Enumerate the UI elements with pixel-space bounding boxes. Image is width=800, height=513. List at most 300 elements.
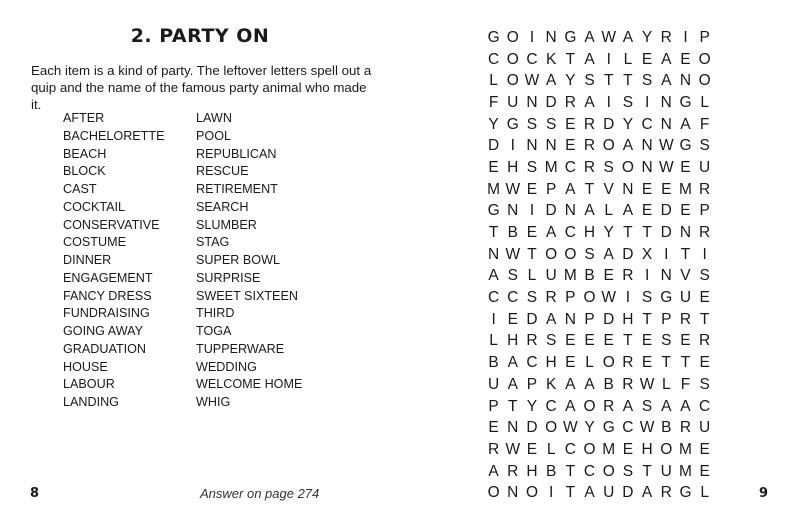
grid-letter: W — [524, 72, 540, 90]
grid-letter: O — [602, 462, 615, 480]
grid-letter: B — [661, 419, 672, 437]
grid-letter: H — [622, 310, 634, 328]
grid-letter: O — [602, 354, 615, 372]
grid-letter: P — [545, 180, 557, 198]
grid-letter: G — [564, 28, 577, 46]
word-list-item: WEDDING — [196, 359, 257, 374]
grid-letter: T — [623, 332, 633, 350]
grid-letter: W — [505, 245, 521, 263]
grid-row — [484, 287, 714, 309]
grid-letter: Y — [565, 72, 576, 90]
grid-letter: C — [526, 354, 538, 372]
grid-letter: R — [622, 354, 634, 372]
grid-letter: P — [488, 397, 499, 415]
grid-letter: S — [584, 245, 595, 263]
grid-row — [484, 201, 714, 223]
grid-letter: T — [642, 462, 652, 480]
grid-letter: D — [545, 202, 557, 220]
grid-letter: S — [603, 158, 614, 176]
grid-letter: T — [699, 310, 710, 328]
grid-letter: T — [508, 397, 518, 415]
word-list-item: SLUMBER — [196, 217, 257, 232]
grid-letter: N — [487, 245, 500, 263]
word-list-item: AFTER — [63, 111, 105, 125]
grid-letter: C — [487, 50, 500, 68]
grid-letter: W — [639, 419, 655, 437]
grid-letter: O — [698, 72, 711, 90]
grid-letter: I — [644, 267, 650, 285]
grid-letter: A — [565, 180, 576, 198]
grid-letter: H — [545, 354, 557, 372]
grid-letter: L — [700, 93, 709, 111]
word-list-item: RETIREMENT — [196, 182, 278, 196]
grid-letter: Y — [488, 115, 499, 133]
grid-letter: U — [699, 158, 711, 176]
grid-row — [484, 309, 714, 331]
word-list-item: CONSERVATIVE — [63, 217, 160, 232]
word-list-right — [196, 110, 366, 412]
grid-letter: N — [507, 484, 519, 502]
grid-letter: U — [507, 93, 519, 111]
grid-letter: B — [507, 224, 518, 242]
word-list-item: STAG — [196, 235, 230, 250]
grid-letter: S — [526, 115, 538, 133]
grid-letter: I — [491, 310, 496, 328]
grid-letter: L — [585, 354, 594, 372]
grid-row — [484, 396, 714, 418]
grid-letter: P — [699, 28, 710, 46]
grid-letter: O — [545, 419, 558, 437]
grid-letter: S — [641, 397, 653, 415]
grid-letter: T — [603, 72, 614, 90]
grid-letter: N — [641, 137, 653, 155]
grid-letter: H — [583, 224, 596, 242]
grid-letter: O — [564, 245, 577, 263]
word-list-item: ENGAGEMENT — [63, 270, 153, 285]
word-list-item: RESCUE — [196, 164, 249, 179]
word-list-item: THIRD — [196, 306, 235, 321]
grid-letter: A — [661, 397, 672, 415]
grid-letter: R — [526, 332, 538, 350]
grid-letter: R — [622, 267, 634, 285]
grid-letter: E — [526, 224, 538, 242]
grid-letter: S — [699, 267, 710, 285]
grid-letter: H — [507, 332, 519, 350]
grid-letter: R — [699, 224, 711, 242]
grid-letter: R — [545, 289, 557, 307]
grid-letter: R — [603, 397, 615, 415]
grid-letter: I — [606, 93, 611, 111]
word-search-grid — [484, 27, 714, 504]
grid-letter: E — [680, 50, 691, 68]
grid-letter: S — [661, 332, 672, 350]
grid-letter: H — [641, 440, 653, 458]
grid-letter: S — [526, 289, 538, 307]
grid-letter: C — [487, 289, 500, 307]
grid-letter: L — [700, 484, 709, 502]
grid-letter: R — [564, 93, 576, 111]
grid-letter: A — [622, 28, 634, 46]
grid-letter: C — [545, 397, 557, 415]
grid-letter: O — [506, 50, 519, 68]
grid-letter: L — [527, 267, 537, 285]
grid-letter: I — [606, 50, 611, 68]
grid-letter: C — [641, 115, 653, 133]
grid-letter: L — [546, 440, 556, 458]
grid-letter: E — [641, 332, 653, 350]
word-list-item: CAST — [63, 182, 97, 196]
grid-letter: G — [660, 289, 673, 307]
grid-letter: T — [623, 224, 633, 242]
word-list-item: TOGA — [196, 324, 232, 338]
grid-letter: A — [680, 397, 691, 415]
answer-reference: Answer on page 274 — [200, 486, 320, 501]
grid-letter: R — [583, 115, 596, 133]
grid-letter: S — [699, 137, 710, 155]
grid-letter: U — [487, 375, 500, 393]
grid-letter: T — [584, 180, 595, 198]
grid-letter: E — [603, 267, 614, 285]
grid-letter: S — [545, 115, 557, 133]
grid-letter: U — [603, 484, 615, 502]
grid-letter: G — [602, 419, 615, 437]
word-list-item: GOING AWAY — [63, 324, 144, 338]
grid-letter: G — [506, 115, 519, 133]
grid-letter: M — [487, 180, 501, 198]
grid-letter: A — [584, 28, 595, 46]
grid-letter: N — [679, 224, 692, 242]
grid-letter: D — [660, 224, 672, 242]
grid-letter: B — [488, 354, 499, 372]
grid-letter: Y — [584, 419, 595, 437]
grid-letter: N — [641, 158, 653, 176]
grid-letter: E — [641, 50, 653, 68]
grid-letter: N — [622, 180, 634, 198]
grid-letter: G — [487, 202, 500, 220]
grid-letter: I — [549, 484, 554, 502]
grid-letter: O — [660, 440, 673, 458]
grid-row — [484, 222, 714, 244]
grid-letter: I — [702, 245, 707, 263]
grid-letter: M — [563, 267, 577, 285]
grid-letter: E — [565, 332, 576, 350]
grid-row — [484, 49, 714, 71]
grid-letter: S — [699, 375, 710, 393]
grid-letter: T — [527, 245, 537, 263]
grid-letter: W — [601, 289, 617, 307]
grid-letter: O — [545, 245, 558, 263]
grid-letter: L — [489, 72, 498, 90]
grid-letter: Y — [526, 397, 538, 415]
grid-letter: B — [545, 462, 557, 480]
grid-letter: I — [644, 93, 650, 111]
grid-letter: E — [699, 462, 710, 480]
grid-letter: A — [488, 267, 499, 285]
grid-letter: S — [641, 72, 653, 90]
grid-letter: H — [507, 158, 519, 176]
grid-letter: W — [639, 375, 655, 393]
left-page-number: 8 — [30, 486, 40, 501]
grid-letter: R — [679, 310, 692, 328]
grid-letter: F — [680, 375, 691, 393]
word-list-item: LANDING — [63, 395, 119, 409]
grid-letter: A — [584, 93, 595, 111]
grid-letter: R — [699, 332, 711, 350]
grid-letter: U — [545, 267, 557, 285]
grid-row — [484, 92, 714, 114]
grid-letter: E — [641, 354, 653, 372]
grid-letter: U — [679, 289, 692, 307]
grid-letter: C — [526, 50, 538, 68]
grid-letter: O — [583, 397, 596, 415]
grid-letter: K — [545, 375, 557, 393]
grid-letter: D — [603, 310, 615, 328]
grid-letter: G — [679, 93, 692, 111]
grid-letter: O — [487, 484, 500, 502]
grid-letter: A — [680, 115, 691, 133]
grid-letter: S — [622, 93, 634, 111]
grid-letter: A — [661, 72, 672, 90]
grid-letter: D — [526, 310, 538, 328]
word-list-item: FUNDRAISING — [63, 306, 150, 321]
word-list-item: SURPRISE — [196, 270, 261, 285]
grid-letter: W — [658, 137, 674, 155]
grid-letter: R — [507, 462, 519, 480]
grid-letter: B — [584, 267, 595, 285]
grid-letter: C — [699, 397, 711, 415]
grid-letter: S — [507, 267, 518, 285]
grid-letter: E — [680, 332, 691, 350]
word-list-item: BLOCK — [63, 164, 106, 179]
grid-letter: D — [545, 93, 557, 111]
grid-letter: I — [529, 28, 535, 46]
grid-letter: T — [642, 224, 652, 242]
word-list-item: COCKTAIL — [63, 199, 126, 214]
grid-letter: R — [583, 137, 596, 155]
grid-letter: N — [564, 202, 576, 220]
grid-row — [484, 482, 714, 504]
grid-letter: D — [526, 419, 538, 437]
grid-letter: D — [603, 115, 615, 133]
grid-letter: W — [505, 180, 521, 198]
word-list-item: POOL — [196, 128, 231, 143]
word-list-item: HOUSE — [63, 359, 108, 374]
grid-letter: D — [622, 245, 634, 263]
grid-letter: N — [660, 93, 672, 111]
grid-row — [484, 179, 714, 201]
word-list-item: TUPPERWARE — [196, 341, 285, 356]
grid-letter: T — [661, 354, 672, 372]
grid-letter: F — [699, 115, 710, 133]
grid-letter: T — [680, 245, 691, 263]
grid-row — [484, 461, 714, 483]
word-list-item: WELCOME HOME — [196, 377, 303, 392]
grid-letter: L — [604, 202, 614, 220]
grid-letter: L — [489, 332, 498, 350]
grid-letter: N — [660, 267, 672, 285]
grid-letter: N — [545, 28, 557, 46]
grid-letter: R — [699, 180, 711, 198]
word-list-item: WHIG — [196, 395, 231, 409]
grid-letter: E — [507, 310, 518, 328]
grid-letter: F — [488, 93, 499, 111]
grid-letter: A — [622, 137, 634, 155]
grid-letter: T — [623, 72, 633, 90]
grid-letter: E — [680, 202, 691, 220]
word-list-item: DINNER — [63, 253, 112, 267]
grid-letter: E — [641, 202, 653, 220]
grid-letter: S — [526, 158, 538, 176]
grid-letter: O — [525, 484, 538, 502]
grid-letter: A — [584, 50, 595, 68]
grid-letter: A — [641, 484, 653, 502]
grid-row — [484, 114, 714, 136]
word-list-item: LAWN — [196, 111, 232, 125]
grid-letter: T — [565, 50, 576, 68]
grid-letter: K — [545, 50, 557, 68]
grid-row — [484, 135, 714, 157]
grid-letter: E — [526, 180, 538, 198]
grid-letter: A — [603, 245, 614, 263]
grid-letter: C — [622, 419, 634, 437]
grid-letter: T — [565, 484, 576, 502]
grid-letter: A — [584, 375, 595, 393]
grid-letter: S — [622, 462, 634, 480]
grid-letter: E — [641, 180, 653, 198]
grid-letter: A — [584, 484, 595, 502]
grid-letter: C — [583, 462, 596, 480]
grid-letter: G — [487, 28, 500, 46]
grid-letter: B — [603, 375, 614, 393]
grid-letter: W — [658, 158, 674, 176]
grid-row — [484, 70, 714, 92]
grid-letter: M — [679, 462, 692, 480]
grid-letter: E — [699, 354, 710, 372]
grid-letter: C — [564, 440, 576, 458]
grid-letter: O — [621, 158, 634, 176]
grid-letter: G — [679, 137, 692, 155]
word-list-item: SEARCH — [196, 199, 249, 214]
grid-row — [484, 439, 714, 461]
grid-letter: E — [699, 440, 710, 458]
grid-letter: E — [565, 115, 576, 133]
grid-letter: N — [660, 115, 672, 133]
grid-letter: N — [507, 202, 519, 220]
grid-letter: E — [584, 332, 595, 350]
grid-letter: X — [641, 245, 653, 263]
grid-letter: D — [660, 202, 672, 220]
word-list-item: REPUBLICAN — [196, 146, 277, 161]
grid-letter: P — [526, 375, 538, 393]
puzzle-instructions: Each item is a kind of party. The leftover letters spell out a quip and the name of the famous party animal who made it. — [31, 63, 372, 112]
grid-letter: O — [583, 289, 596, 307]
grid-letter: S — [641, 289, 653, 307]
grid-letter: A — [545, 310, 557, 328]
grid-row — [484, 417, 714, 439]
grid-letter: E — [488, 158, 499, 176]
grid-letter: N — [507, 419, 519, 437]
grid-letter: U — [699, 419, 711, 437]
grid-row — [484, 157, 714, 179]
word-list-item: LABOUR — [63, 377, 115, 392]
grid-letter: O — [602, 137, 615, 155]
word-list-item: FANCY DRESS — [63, 288, 152, 303]
grid-letter: W — [601, 28, 617, 46]
grid-letter: V — [603, 180, 614, 198]
grid-letter: R — [583, 158, 596, 176]
grid-row — [484, 331, 714, 353]
grid-letter: P — [565, 289, 576, 307]
grid-letter: A — [545, 224, 557, 242]
grid-letter: Y — [641, 28, 653, 46]
grid-row — [484, 352, 714, 374]
grid-letter: W — [563, 419, 578, 437]
grid-letter: A — [507, 354, 518, 372]
grid-row — [484, 244, 714, 266]
grid-letter: A — [584, 202, 595, 220]
grid-letter: W — [505, 440, 521, 458]
puzzle-title: 2. PARTY ON — [130, 25, 270, 47]
grid-letter: S — [584, 72, 595, 90]
grid-letter: C — [507, 289, 519, 307]
grid-letter: E — [603, 332, 614, 350]
grid-letter: M — [544, 158, 558, 176]
grid-letter: P — [699, 202, 710, 220]
grid-letter: C — [564, 158, 576, 176]
grid-letter: T — [488, 224, 499, 242]
grid-letter: O — [698, 50, 711, 68]
grid-letter: R — [660, 28, 672, 46]
grid-letter: A — [622, 202, 634, 220]
grid-letter: S — [545, 332, 557, 350]
grid-letter: I — [625, 289, 631, 307]
word-list-item: COSTUME — [63, 235, 126, 250]
grid-row — [484, 266, 714, 288]
grid-letter: I — [664, 245, 669, 263]
grid-letter: N — [564, 310, 576, 328]
grid-letter: T — [642, 310, 652, 328]
grid-letter: I — [683, 28, 688, 46]
grid-letter: N — [526, 137, 538, 155]
grid-letter: A — [507, 375, 518, 393]
grid-letter: M — [679, 440, 692, 458]
grid-letter: R — [487, 440, 500, 458]
grid-letter: N — [526, 93, 538, 111]
word-list-left — [63, 110, 193, 412]
grid-letter: H — [526, 462, 538, 480]
grid-letter: Y — [622, 115, 634, 133]
grid-letter: A — [488, 462, 499, 480]
grid-letter: E — [680, 158, 691, 176]
grid-letter: E — [699, 289, 710, 307]
grid-letter: R — [622, 375, 634, 393]
right-page-number: 9 — [759, 486, 769, 501]
grid-letter: A — [545, 72, 557, 90]
grid-letter: I — [529, 202, 535, 220]
grid-letter: P — [661, 310, 672, 328]
word-list-item: BACHELORETTE — [63, 128, 165, 143]
grid-letter: D — [487, 137, 500, 155]
grid-letter: A — [565, 397, 576, 415]
grid-letter: E — [526, 440, 538, 458]
grid-letter: Y — [603, 224, 614, 242]
grid-letter: E — [565, 354, 576, 372]
word-list-item: BEACH — [63, 146, 107, 161]
grid-letter: L — [623, 50, 633, 68]
grid-letter: U — [660, 462, 672, 480]
grid-row — [484, 27, 714, 49]
grid-letter: E — [622, 440, 634, 458]
